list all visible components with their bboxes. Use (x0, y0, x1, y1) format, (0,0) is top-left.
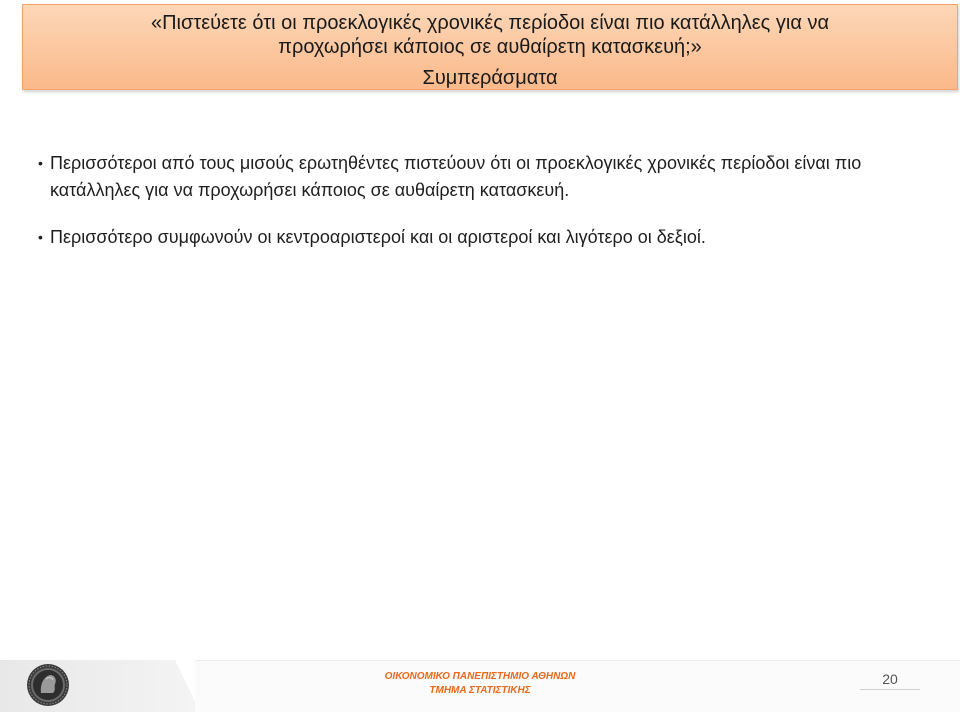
slide-footer (0, 660, 960, 712)
bullet-item (38, 224, 938, 251)
slide-title-box (22, 4, 958, 90)
slide-title-line-2: προχωρήσει κάποιος σε αυθαίρετη κατασκευή;» (278, 36, 702, 58)
department-line: ΤΜΗΜΑ ΣΤΑΤΙΣΤΙΚΗΣ (429, 685, 531, 696)
bullet-text: Περισσότερο συμφωνούν οι κεντροαριστεροί και οι αριστεροί και λιγότερο οι δεξιοί. (50, 227, 706, 247)
university-seal-icon (26, 663, 70, 707)
university-line: ΟΙΚΟΝΟΜΙΚΟ ΠΑΝΕΠΙΣΤΗΜΙΟ ΑΘΗΝΩΝ (384, 671, 576, 682)
page-number: 20 (860, 668, 920, 690)
bullet-dot-icon: • (38, 229, 43, 245)
university-name (330, 670, 630, 698)
bullet-list (38, 150, 938, 251)
bullet-text: Περισσότεροι από τους μισούς ερωτηθέντες πιστεύουν ότι οι προεκλογικές χρονικές περίοδοι είναι πιο κατάλληλες για να προχωρήσει κάποιος σε αυθαίρετη κατασκευή. (50, 153, 862, 200)
slide-title-line-1: «Πιστεύετε ότι οι προεκλογικές χρονικές περίοδοι είναι πιο κατάλληλες για να (150, 12, 830, 34)
slide-subtitle: Συμπεράσματα (422, 67, 558, 89)
bullet-dot-icon: • (38, 155, 43, 171)
bullet-item (38, 150, 938, 204)
